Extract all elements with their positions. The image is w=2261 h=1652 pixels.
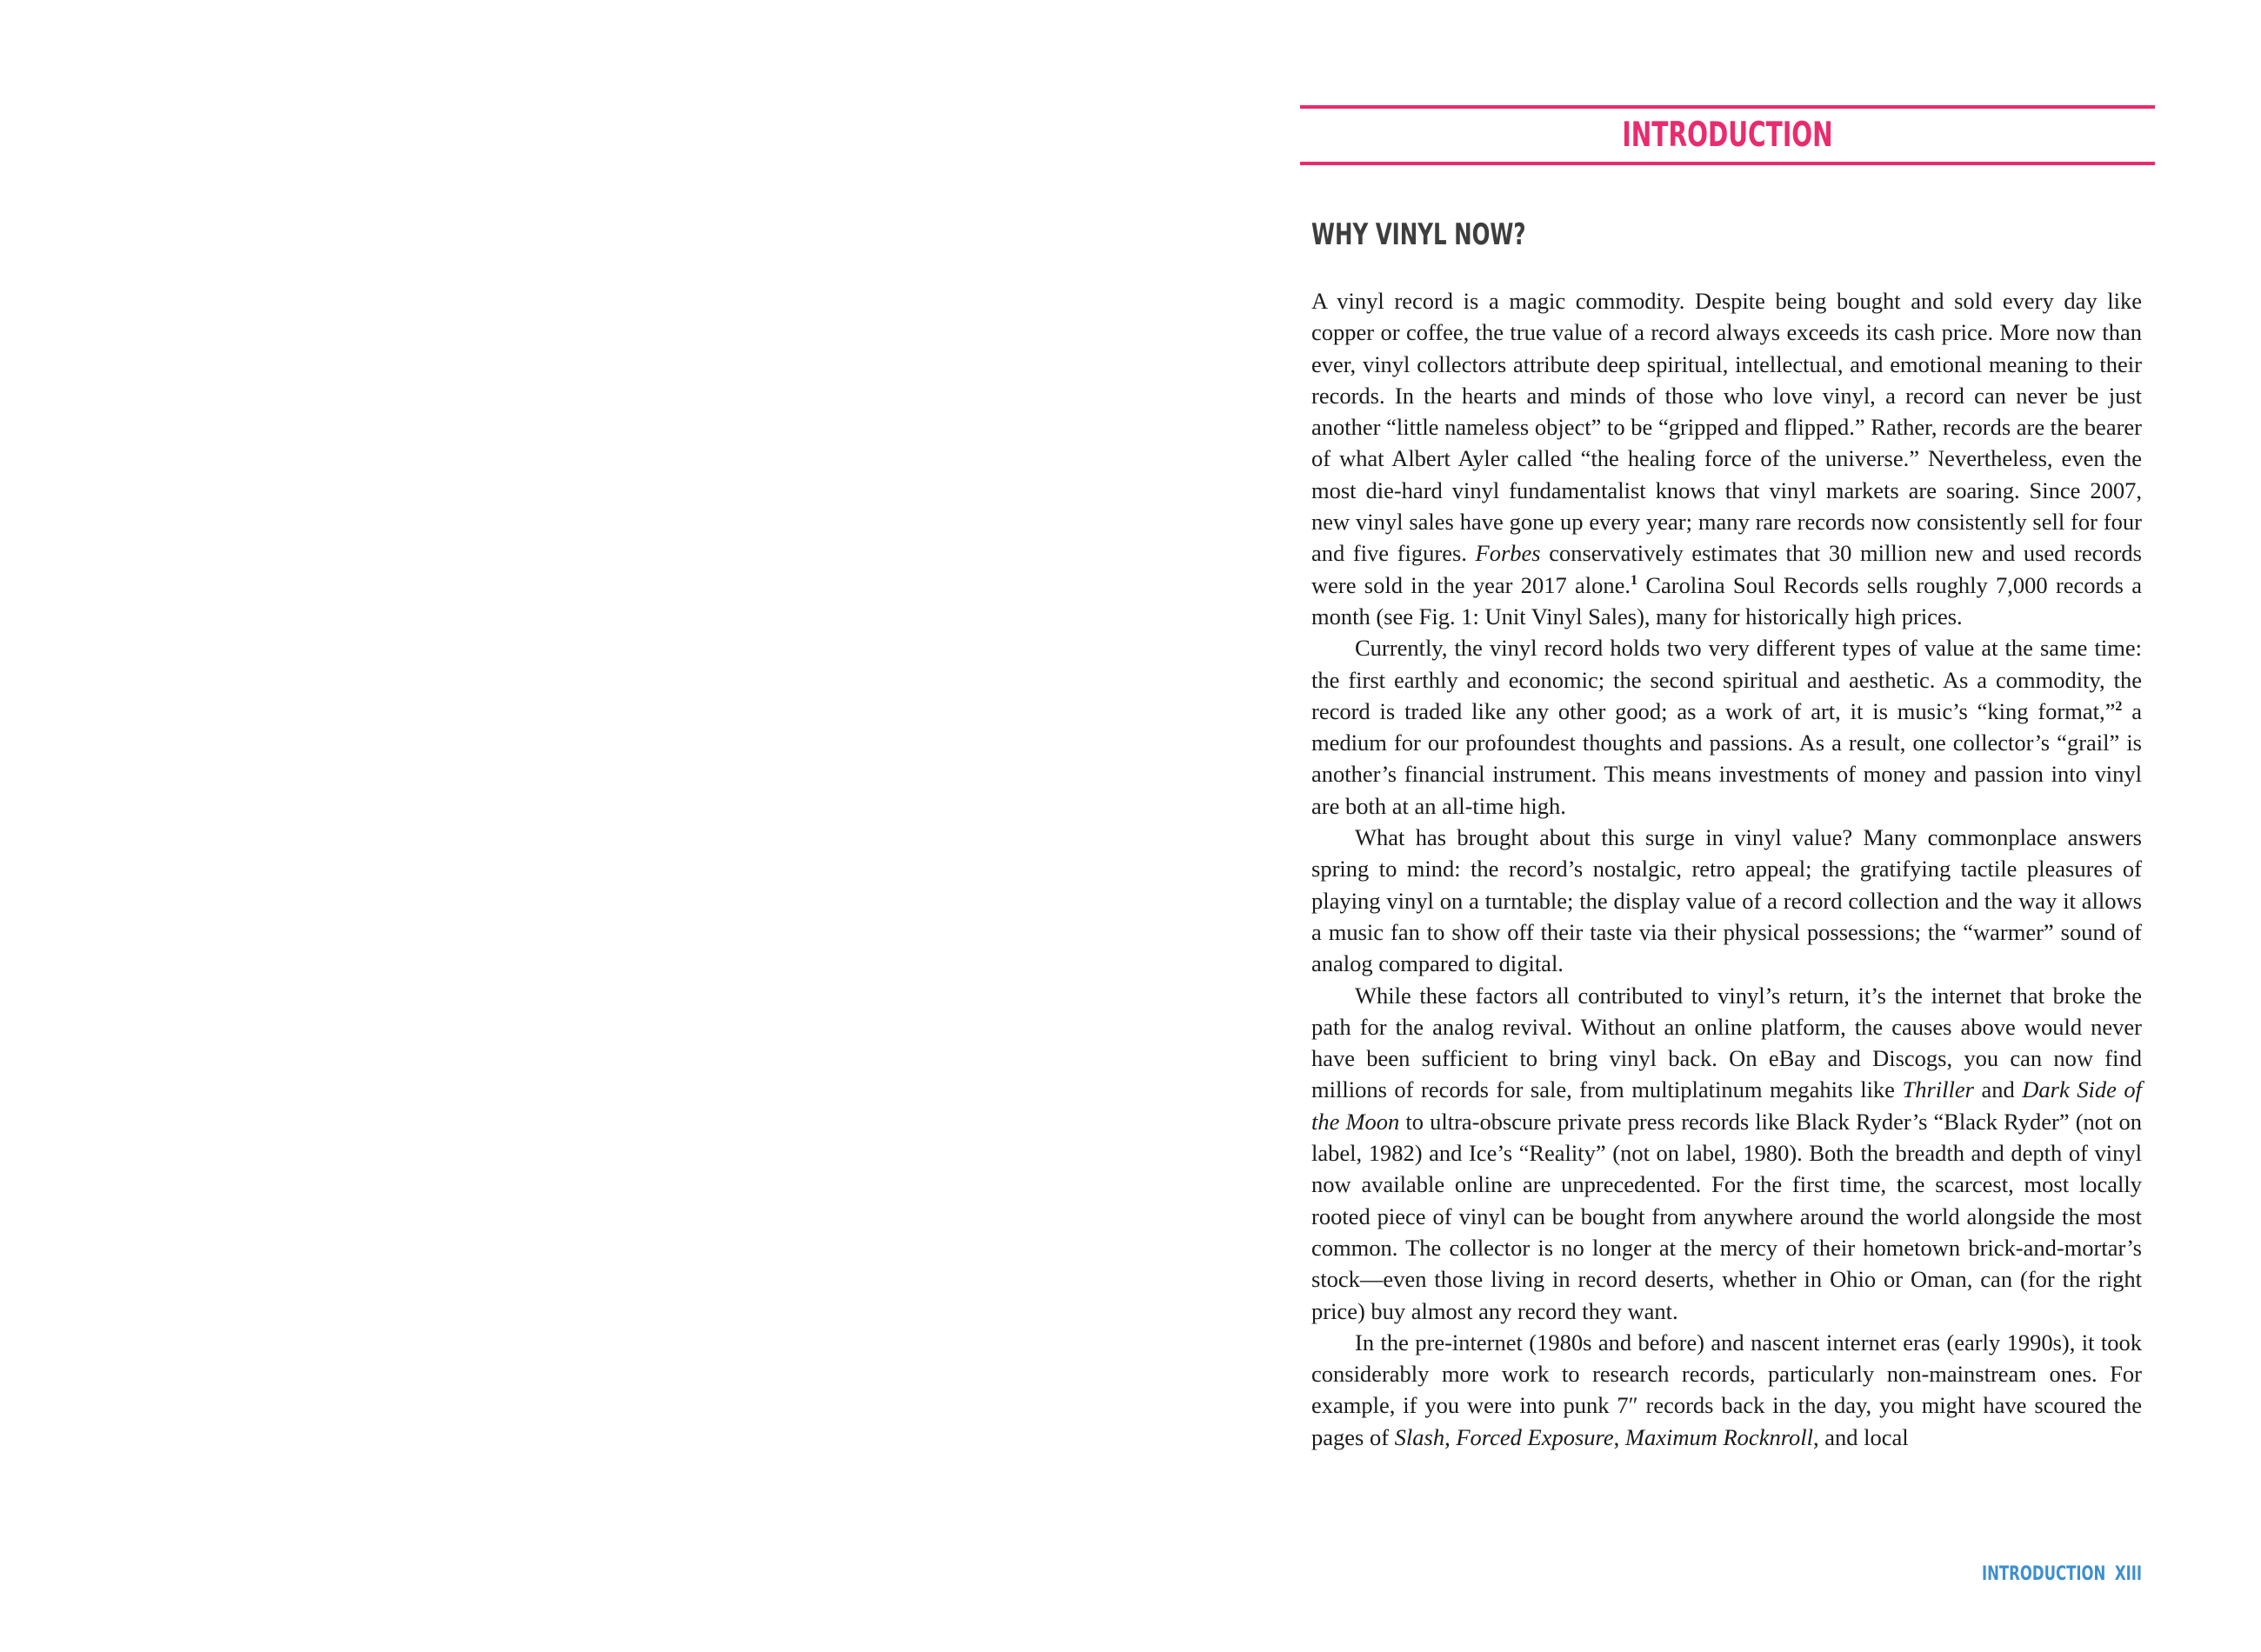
text-run: In the pre-internet (1980s and before) and nascent internet eras (early 1990s), it took considerably more work to research records, particularly non-mainstream ones. For example, if you were into punk 7″ records back in the day, you might have scoured the pages of [1311,1329,2142,1450]
text-run: , [1444,1423,1457,1450]
chapter-top-rule [1300,105,2155,109]
italic-title: Thriller [1902,1076,1974,1103]
body-paragraph [1311,822,2142,979]
running-head: INTRODUCTION [1981,1563,2106,1585]
text-run: While these factors all contributed to vinyl’s return, it’s the internet that broke the path for the analog revival. Without an online platform, the causes above would never have been sufficient to bring vinyl back. On eBay and Discogs, you can now find millions of records for sale, from multiplatinum megahits like [1311,982,2142,1103]
footnote-ref: 1 [1631,572,1638,588]
body-paragraph [1311,632,2142,822]
chapter-bottom-rule [1300,162,2155,165]
blank-left-page [0,0,1130,1652]
body-paragraph [1311,980,2142,1327]
italic-title: Forced Exposure [1456,1423,1614,1450]
body-paragraph [1311,285,2142,632]
text-run: , and local [1813,1423,1909,1450]
section-heading: WHY VINYL NOW? [1311,217,1526,252]
text-run: Carolina Soul Records sells roughly 7,000 records a month (see Fig. 1: Unit Vinyl Sales), many for historically high prices. [1311,571,2142,629]
text-run: What has brought about this surge in vinyl value? Many commonplace answers spring to mind: the record’s nostalgic, retro appeal; the gratifying tactile pleasures of playing vinyl on a turntable; the display value of a record collection and the way it allows a music fan to show off their taste via their physical possessions; the “warmer” sound of analog compared to digital. [1311,824,2142,977]
right-page [1130,0,2261,1652]
footnote-ref: 2 [2115,698,2123,714]
page-footer [1938,1562,2142,1588]
italic-title: Slash [1394,1423,1445,1450]
text-run: to ultra-obscure private press records like Black Ryder’s “Black Ryder” (not on label, 1982) and Ice’s “Reality” (not on label, 1980). Both the breadth and depth of vinyl now available online are unprecedented. For the first time, the scarcest, most locally rooted piece of vinyl can be bought from anywhere around the world alongside the most common. The collector is no longer at the mercy of their hometown brick-and-mortar’s stock—even those living in record deserts, whether in Ohio or Oman, can (for the right price) buy almost any record they want. [1311,1108,2142,1324]
text-run: and [1973,1076,2023,1103]
text-run: a medium for our profoundest thoughts and passions. As a result, one collector’s “grail” is another’s financial instrument. This means investments of money and passion into vinyl are both at an all-time high. [1311,697,2142,819]
text-run: Currently, the vinyl record holds two very different types of value at the same time: the first earthly and economic; the second spiritual and aesthetic. As a commodity, the record is traded like any other good; as a work of art, it is music’s “king format,” [1311,635,2142,724]
body-paragraph [1311,1327,2142,1453]
chapter-title: INTRODUCTION [1622,116,1833,155]
text-run: , [1613,1423,1625,1450]
text-run: conservatively estimates that 30 million new and used records were sold in the year 2017 alone. [1311,540,2142,598]
italic-title: Maximum Rocknroll [1624,1423,1814,1450]
body-text [1311,285,2142,1453]
italic-title: Dark Side of the Moon [1311,1076,2142,1135]
text-run: A vinyl record is a magic commodity. Despite being bought and sold every day like copper or coffee, the true value of a record always exceeds its cash price. More now than ever, vinyl collectors attribute deep spiritual, intellectual, and emotional meaning to their records. In the hearts and minds of those who love vinyl, a record can never be just another “little nameless object” to be “gripped and flipped.” Rather, records are the bearer of what Albert Ayler called “the healing force of the universe.” Nevertheless, even the most die-hard vinyl fundamentalist knows that vinyl markets are soaring. Since 2007, new vinyl sales have gone up every year; many rare records now consistently sell for four and five figures. [1311,288,2142,567]
italic-title: Forbes [1475,540,1541,567]
page-number: XIII [2114,1563,2142,1585]
